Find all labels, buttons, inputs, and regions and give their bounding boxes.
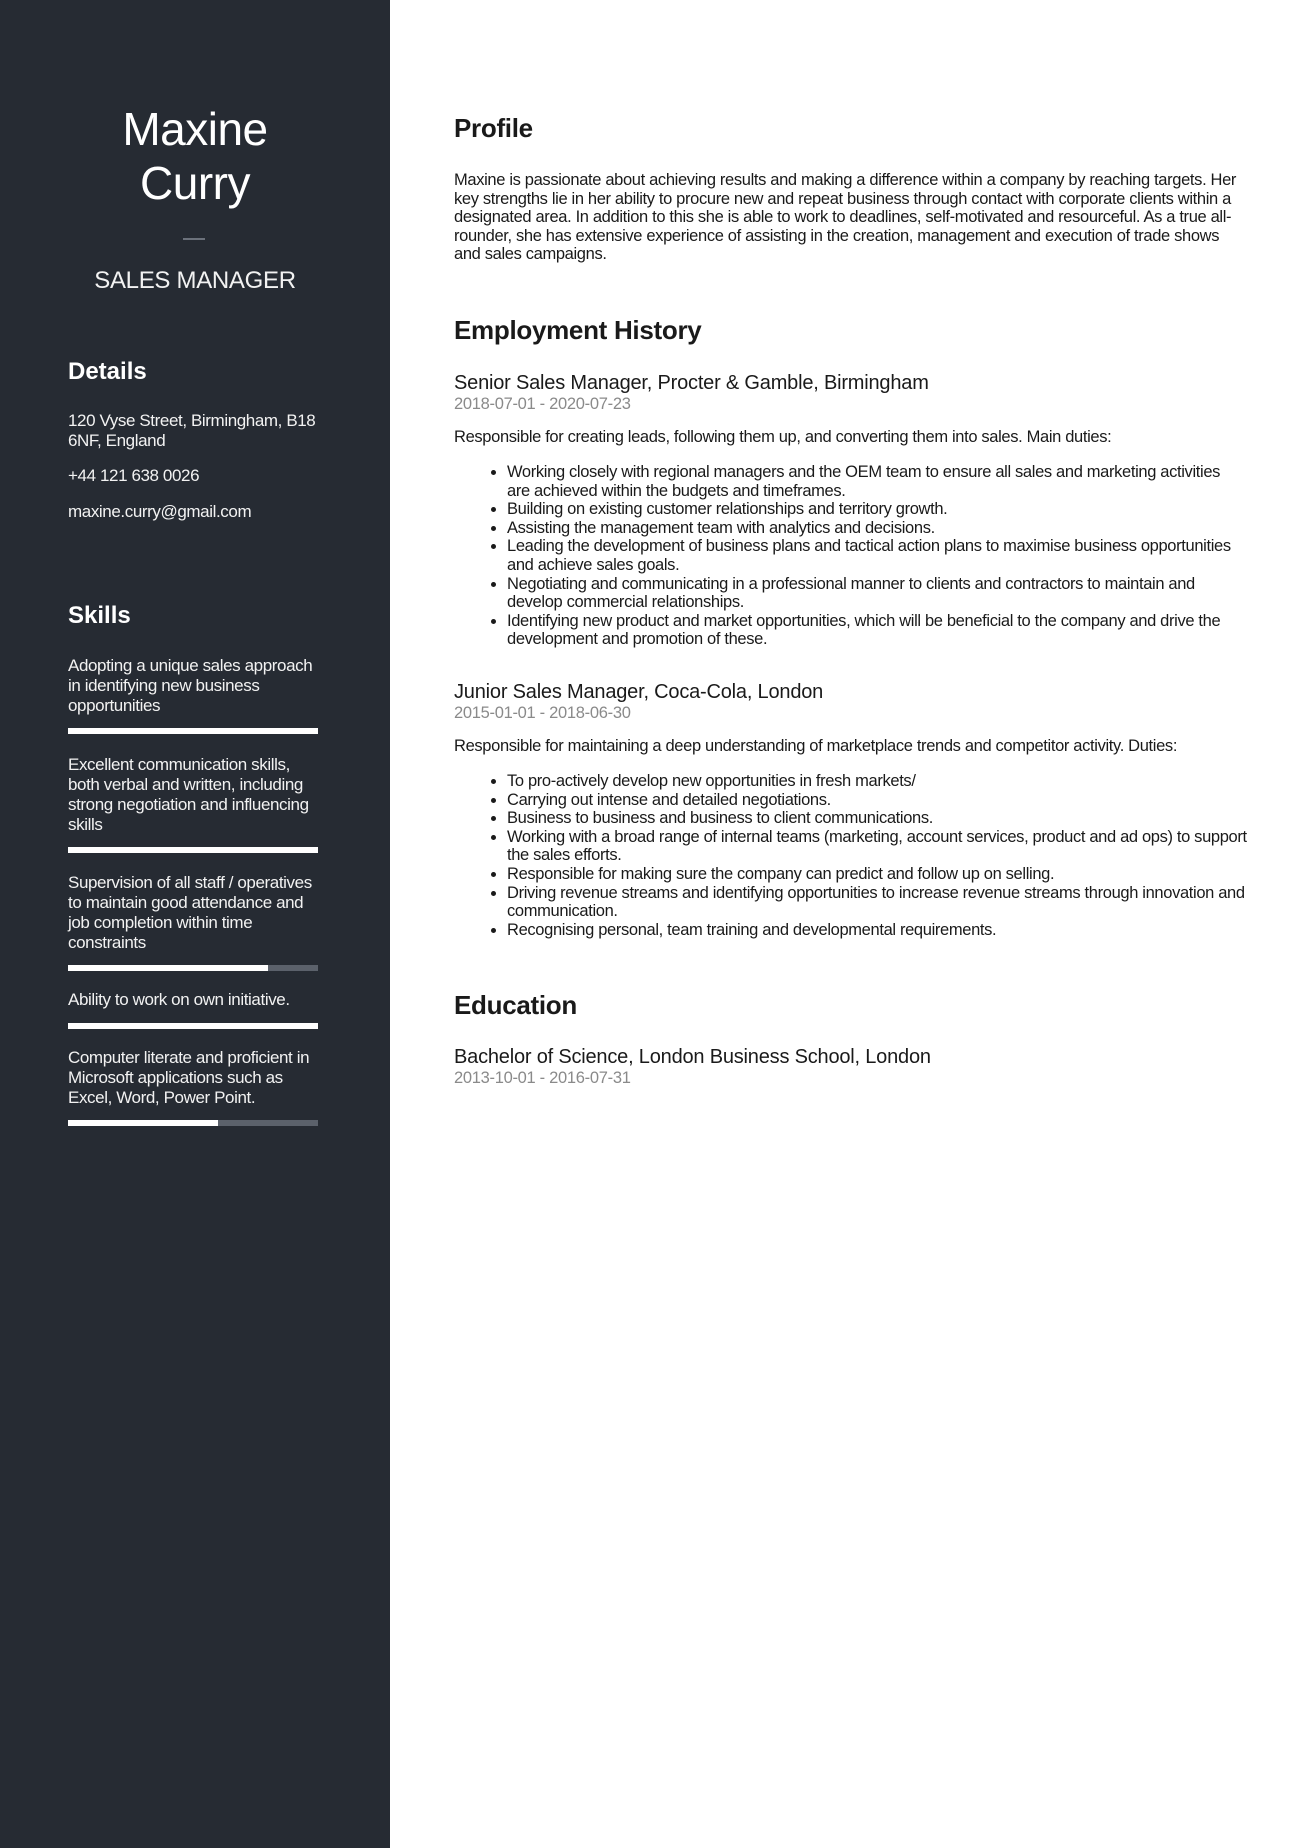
skill-label: Supervision of all staff / operatives to maintain good attendance and job completion within time constraints <box>68 873 312 952</box>
duty-item: • Working closely with regional managers and the OEM team to ensure all sales and marketing activities are achieved within the budgets and timeframes. <box>507 463 1247 500</box>
duties-list <box>454 772 1247 939</box>
duty-item: • Business to business and business to client communications. <box>507 809 1247 828</box>
education-title: Bachelor of Science, London Business School, London <box>454 1046 931 1068</box>
duty-item: • Carrying out intense and detailed negotiations. <box>507 791 1247 810</box>
skill-level-fill <box>68 1120 218 1126</box>
details-heading: Details <box>68 358 147 385</box>
job-description: Responsible for maintaining a deep understanding of marketplace trends and competitor activity. Duties: <box>454 737 1178 755</box>
skill-level-fill <box>68 847 318 853</box>
duty-item: • Identifying new product and market opportunities, which will be beneficial to the company and drive the development and promotion of these. <box>507 612 1247 649</box>
email: maxine.curry@gmail.com <box>68 502 252 521</box>
name-divider <box>183 238 205 240</box>
employment-heading: Employment History <box>454 315 702 345</box>
skill-label: Ability to work on own initiative. <box>68 990 290 1009</box>
skill-level-bar <box>68 728 318 734</box>
skill-level-fill <box>68 965 268 971</box>
duties-list <box>454 463 1247 649</box>
skill-level-bar <box>68 965 318 971</box>
skill-item <box>68 656 318 716</box>
duty-item: • To pro-actively develop new opportunities in fresh markets/ <box>507 772 1247 791</box>
skill-item <box>68 1048 318 1108</box>
skill-level-bar <box>68 1120 318 1126</box>
skill-label: Adopting a unique sales approach in identifying new business opportunities <box>68 656 313 715</box>
job-description: Responsible for creating leads, following them up, and converting them into sales. Main duties: <box>454 428 1112 446</box>
skill-item <box>68 873 318 953</box>
phone: +44 121 638 0026 <box>68 466 200 485</box>
last-name: Curry <box>140 157 250 209</box>
job-entry <box>454 371 1244 649</box>
first-name: Maxine <box>122 103 268 155</box>
duty-item: • Driving revenue streams and identifying opportunities to increase revenue streams through innovation and communication. <box>507 884 1247 921</box>
duty-item: • Working with a broad range of internal teams (marketing, account services, product and ad ops) to support the sales efforts. <box>507 828 1247 865</box>
skills-heading: Skills <box>68 602 131 629</box>
job-entry <box>454 680 1247 939</box>
job-title-line: Junior Sales Manager, Coca-Cola, London <box>454 681 824 703</box>
skill-label: Excellent communication skills, both verbal and written, including strong negotiation and influencing skills <box>68 755 309 834</box>
education-entry <box>454 1045 1244 1087</box>
skill-level-fill <box>68 728 318 734</box>
duty-item: • Building on existing customer relationships and territory growth. <box>507 500 1247 519</box>
sidebar <box>0 0 390 1848</box>
duty-item: • Leading the development of business plans and tactical action plans to maximise business opportunities and achieve sales goals. <box>507 537 1247 574</box>
duty-item: • Negotiating and communicating in a professional manner to clients and contractors to maintain and develop commercial relationships. <box>507 575 1247 612</box>
duty-item: • Assisting the management team with analytics and decisions. <box>507 519 1247 538</box>
skill-label: Computer literate and proficient in Microsoft applications such as Excel, Word, Power Point. <box>68 1048 310 1107</box>
profile-heading: Profile <box>454 113 533 143</box>
job-dates: 2015-01-01 - 2018-06-30 <box>454 704 631 722</box>
job-title-line: Senior Sales Manager, Procter & Gamble, Birmingham <box>454 372 929 394</box>
address: 120 Vyse Street, Birmingham, B18 6NF, England <box>68 411 316 450</box>
profile-text: Maxine is passionate about achieving results and making a difference within a company by reaching targets. Her key strengths lie in her ability to procure new and repeat business through contact with corporate clients within a designated area. In addition to this she is able to work to deadlines, self-motivated and resourceful. As a true all-rounder, she has extensive experience of assisting in the creation, management and execution of trade shows and sales campaigns. <box>454 171 1237 264</box>
skill-item <box>68 755 318 835</box>
education-dates: 2013-10-01 - 2016-07-31 <box>454 1069 631 1087</box>
skill-item <box>68 990 318 1010</box>
education-heading: Education <box>454 990 577 1020</box>
duty-item: • Responsible for making sure the company can predict and follow up on selling. <box>507 865 1247 884</box>
skill-level-fill <box>68 1023 318 1029</box>
candidate-name <box>0 102 390 210</box>
duty-item: • Recognising personal, team training and developmental requirements. <box>507 921 1247 940</box>
job-dates: 2018-07-01 - 2020-07-23 <box>454 395 631 413</box>
skill-level-bar <box>68 847 318 853</box>
job-title: SALES MANAGER <box>94 267 296 294</box>
skill-level-bar <box>68 1023 318 1029</box>
